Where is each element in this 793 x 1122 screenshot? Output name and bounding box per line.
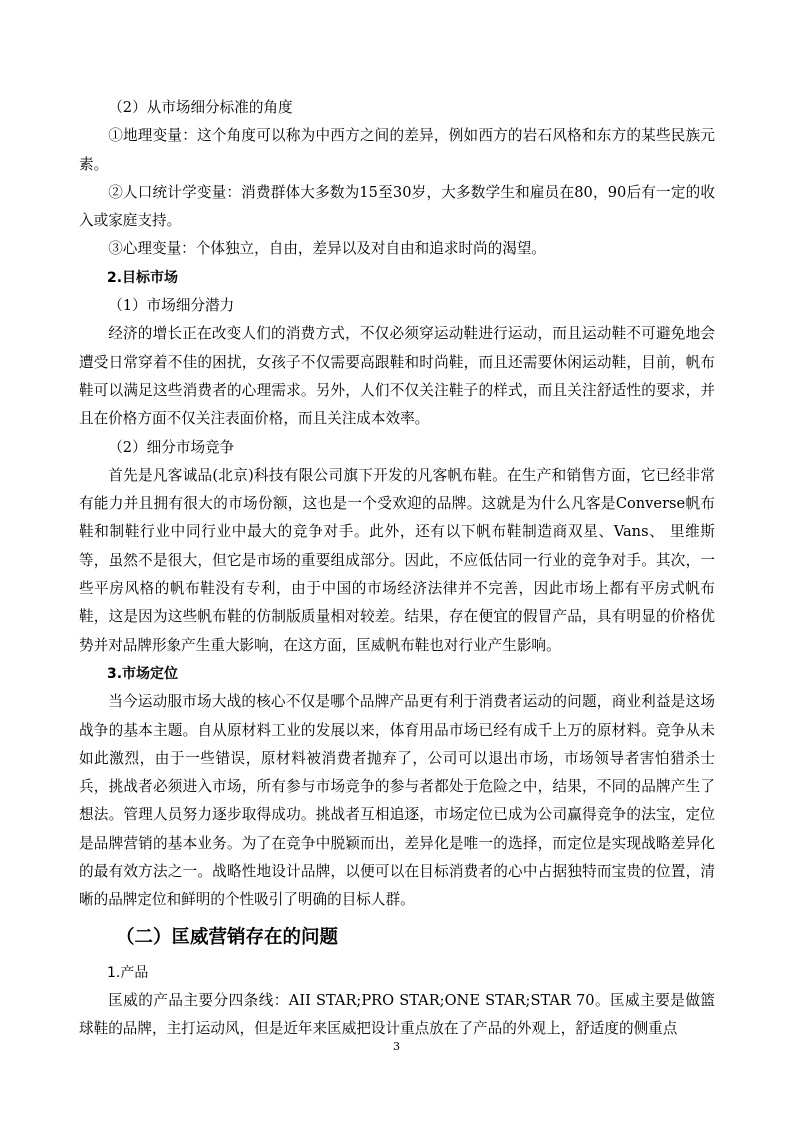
section-heading-product: 1.产品 [107, 964, 149, 981]
subsection-heading-segment-potential: （1）市场细分潜力 [108, 297, 235, 315]
paragraph-segment-competition: 首先是凡客诚品(北京)科技有限公司旗下开发的凡客帆布鞋。在生产和销售方面，它已经非常有能力并且拥有很大的市场份额，这也是一个受欢迎的品牌。这就是为什么凡客是Converse帆布鞋和制鞋行业中同行业中最大的竞争对手。此外，还有以下帆布鞋制造商双星、Vans、 里维斯等，虽然不是很大，但它是市场的重要组成部分。因此，不应低估同一行业的竞争对手。其次，一些平房风格的帆布鞋没有专利，由于中国的市场经济法律并不完善，因此市场上都有平房式帆布鞋，这是因为这些帆布鞋的仿制版质量相对较差。结果，存在便宜的假冒产品，具有明显的价格优势并对品牌形象产生重大影响，在这方面，匡威帆布鞋也对行业产生影响。 [79, 466, 715, 654]
document-body [79, 94, 715, 1044]
subsection-heading-segmentation-standard: （2）从市场细分标准的角度 [108, 99, 293, 116]
paragraph-demographic-variable: ②人口统计学变量：消费群体大多数为15至30岁，大多数学生和雇员在80，90后有一定的收入或家庭支持。 [79, 183, 715, 230]
section-heading-target-market: 2.目标市场 [107, 269, 179, 286]
page-number: 3 [393, 1040, 400, 1053]
paragraph-psychological-variable: ③心理变量：个体独立，自由，差异以及对自由和追求时尚的渴望。 [108, 240, 547, 258]
paragraph-market-positioning: 当今运动服市场大战的核心不仅是哪个品牌产品更有利于消费者运动的问题，商业利益是这场战争的基本主题。自从原材料工业的发展以来，体育用品市场已经有成千上万的原材料。竞争从未如此激烈，由于一些错误，原材料被消费者抛弃了，公司可以退出市场，市场领导者害怕猎杀士兵，挑战者必须进入市场，所有参与市场竞争的参与者都处于危险之中，结果，不同的品牌产生了想法。管理人员努力逐步取得成功。挑战者互相追逐，市场定位已成为公司赢得竞争的法宝，定位是品牌营销的基本业务。为了在竞争中脱颖而出，差异化是唯一的选择，而定位是实现战略差异化的最有效方法之一。战略性地设计品牌，以便可以在目标消费者的心中占据独特而宝贵的位置，清晰的品牌定位和鲜明的个性吸引了明确的目标人群。 [79, 693, 715, 909]
paragraph-segment-potential: 经济的增长正在改变人们的消费方式，不仅必须穿运动鞋进行运动，而且运动鞋不可避免地会遭受日常穿着不佳的困扰，女孩子不仅需要高跟鞋和时尚鞋，而且还需要休闲运动鞋，目前，帆布鞋可以满足这些消费者的心理需求。另外，人们不仅关注鞋子的样式，而且关注舒适性的要求，并且在价格方面不仅关注表面价格，而且关注成本效率。 [79, 325, 715, 428]
section-heading-market-positioning: 3.市场定位 [107, 665, 179, 682]
paragraph-product: 匡威的产品主要分四条线：AII STAR;PRO STAR;ONE STAR;STAR 70。匡威主要是做篮球鞋的品牌，主打运动风，但是近年来匡威把设计重点放在了产品的外观上，舒适度的侧重点 [79, 991, 715, 1038]
subsection-heading-segment-competition: （2）细分市场竞争 [108, 438, 235, 456]
chapter-heading-marketing-problems: （二）匡威营销存在的问题 [116, 926, 339, 948]
paragraph-geographic-variable: ①地理变量：这个角度可以称为中西方之间的差异，例如西方的岩石风格和东方的某些民族元素。 [79, 127, 715, 173]
